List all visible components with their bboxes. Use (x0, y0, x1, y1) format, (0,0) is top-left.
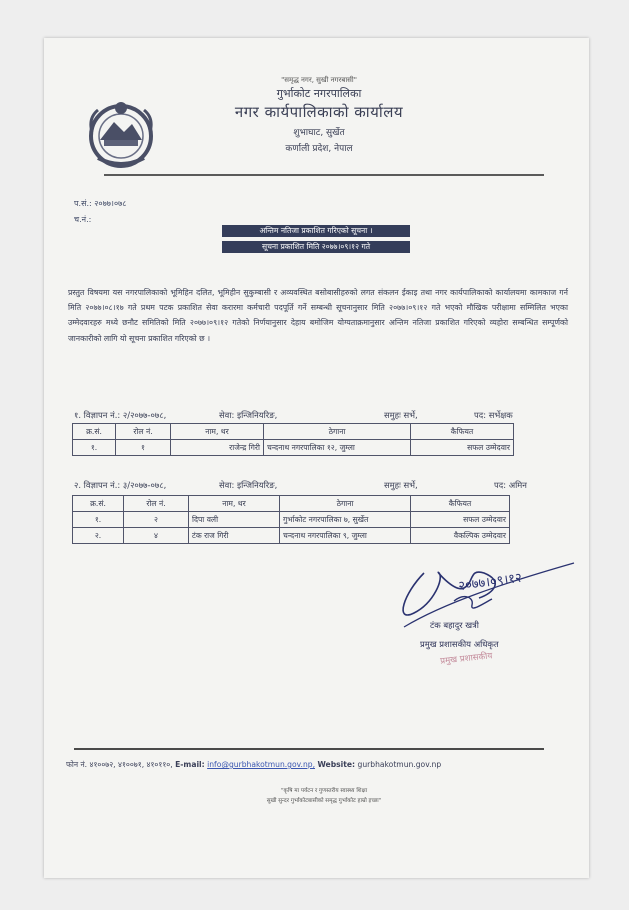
table-row (73, 512, 510, 528)
cell-remarks: सफल उम्मेदवार (411, 512, 510, 528)
footer-email-link[interactable]: info@gurbhakotmun.gov.np, (207, 760, 316, 769)
section-1-sewa: सेवा: इन्जिनियरिङ, (219, 410, 278, 420)
signature-date: २०७७।०९।१२ (457, 570, 523, 595)
section-2-heading (74, 480, 564, 491)
cell-remarks: वैकल्पिक उम्मेदवार (411, 528, 510, 544)
office-stamp: प्रमुख प्रशासकीय (439, 651, 493, 667)
section-1-heading (74, 410, 564, 421)
header-place: शुभाघाट, सुर्खेत (293, 128, 345, 138)
footer-email-label: E-mail: (175, 760, 205, 769)
col-header-remarks: कैफियत (411, 424, 514, 440)
header-municipality: गुर्भाकोट नगरपालिका (276, 87, 362, 100)
section-2-samuha: समुहः सर्भे, (384, 480, 418, 490)
header-slogan: "समृद्ध नगर, सुखी नगरबासी" (281, 76, 357, 84)
table-row (73, 528, 510, 544)
notice-body: प्रस्तुत विषयमा यस नगरपालिकाको भूमिहिन दलित, भूमिहीन सुकुम्बासी र अव्यवस्थित बसोबासीहरुको लगत संकलन ईकाइ तथा नगर कार्यपालिकाको कार्यालयमा कामकाज गर्न मिति २०७७।०८।१७ गते प्रथम पटक प्रकाशित सेवा करारमा कर्मचारी पदपूर्ति गर्ने सम्बन्धी सूचनानुसार मिति २०७७।०९।१२ गते भएको मौखिक परीक्षामा सम्मिलित भएका उम्मेदवारहरु मध्ये छनौट समितिको मिति २०७७।०९।१२ गतेको निर्णयानुसार देहाय बमोजिम योग्यताक्रमानुसार अन्तिम नतिजा प्रकाशित गरिएको व्यहोरा सम्बन्धित सम्पूर्णको जानकारीको लागि यो सूचना प्रकाशित गरिएको छ । (68, 288, 568, 343)
cell-roll: २ (124, 512, 189, 528)
signatory-name: टंक बहादुर खत्री (430, 620, 479, 630)
col-header-serial: क्र.सं. (73, 496, 124, 512)
cell-roll: ४ (124, 528, 189, 544)
col-header-serial: क्र.सं. (73, 424, 116, 440)
cell-serial: १. (73, 512, 124, 528)
cell-name: दिपा वली (189, 512, 280, 528)
cell-serial: १. (73, 440, 116, 456)
footer-slogan-line1: "कृषि मा पर्यटन र गुणस्तरीय स्वास्थ्य शिक्षा (280, 788, 368, 794)
section-1-samuha: समुहः सर्भे, (384, 410, 418, 420)
cell-serial: २. (73, 528, 124, 544)
col-header-remarks: कैफियत (411, 496, 510, 512)
footer-slogan-line2: सुखी सुन्दर गुर्भाकोटबासीको समृद्ध गुर्भाकोट हाम्रो इच्छा" (266, 798, 382, 804)
table-header-row (73, 496, 510, 512)
col-header-name: नाम, थर (189, 496, 280, 512)
notice-date: सूचना प्रकाशित मिति २०७७।०९।१२ गते (222, 241, 410, 253)
col-header-address: ठेगाना (280, 496, 411, 512)
section-1-vigyapan: १. विज्ञापन नं.: २/२०७७-०७८, (74, 410, 167, 420)
notice-title: अन्तिम नतिजा प्रकाशित गरिएको सूचना । (222, 225, 410, 237)
footer-website[interactable]: gurbhakotmun.gov.np (357, 760, 442, 769)
header-divider (104, 174, 544, 176)
header-office: नगर कार्यपालिकाको कार्यालय (234, 103, 404, 121)
table-header-row (73, 424, 514, 440)
section-2-table (72, 495, 510, 544)
section-1-table (72, 423, 514, 456)
footer-contact (66, 760, 576, 770)
section-2-sewa: सेवा: इन्जिनियरिङ, (219, 480, 278, 490)
cell-name: टंक राज गिरी (189, 528, 280, 544)
dispatch-number: च.नं.: (74, 215, 92, 224)
handwritten-signature-icon (384, 553, 584, 633)
table-row (73, 440, 514, 456)
municipality-emblem-icon (84, 96, 158, 170)
cell-remarks: सफल उम्मेदवार (411, 440, 514, 456)
cell-address: चन्दनाथ नगरपालिका ९, जुम्ला (280, 528, 411, 544)
cell-address: गुर्भाकोट नगरपालिका ७, सुर्खेत (280, 512, 411, 528)
notice-document (44, 38, 589, 878)
section-2-vigyapan: २. विज्ञापन नं.: ३/२०७७-०७८, (74, 480, 167, 490)
col-header-name: नाम, थर (171, 424, 264, 440)
cell-roll: १ (116, 440, 171, 456)
col-header-roll: रोल नं. (124, 496, 189, 512)
footer-divider (74, 748, 544, 750)
section-2-pad: पद: अमिन (494, 480, 527, 490)
footer-website-label: Website: (317, 760, 356, 769)
signatory-designation: प्रमुख प्रशासकीय अधिकृत (420, 639, 499, 649)
header-province: कर्णाली प्रदेश, नेपाल (285, 144, 353, 154)
footer-phone: फोन नं. ४१००७२, ४१००७१, ४१०११०, (66, 760, 173, 769)
cell-name: राजेन्द्र गिरी (171, 440, 264, 456)
section-1-pad: पद: सर्भेक्षक (474, 410, 513, 420)
cell-address: चन्दनाथ नगरपालिका १२, जुम्ला (264, 440, 411, 456)
col-header-roll: रोल नं. (116, 424, 171, 440)
col-header-address: ठेगाना (264, 424, 411, 440)
reference-number: प.सं.: २०७७।०७८ (74, 199, 127, 208)
